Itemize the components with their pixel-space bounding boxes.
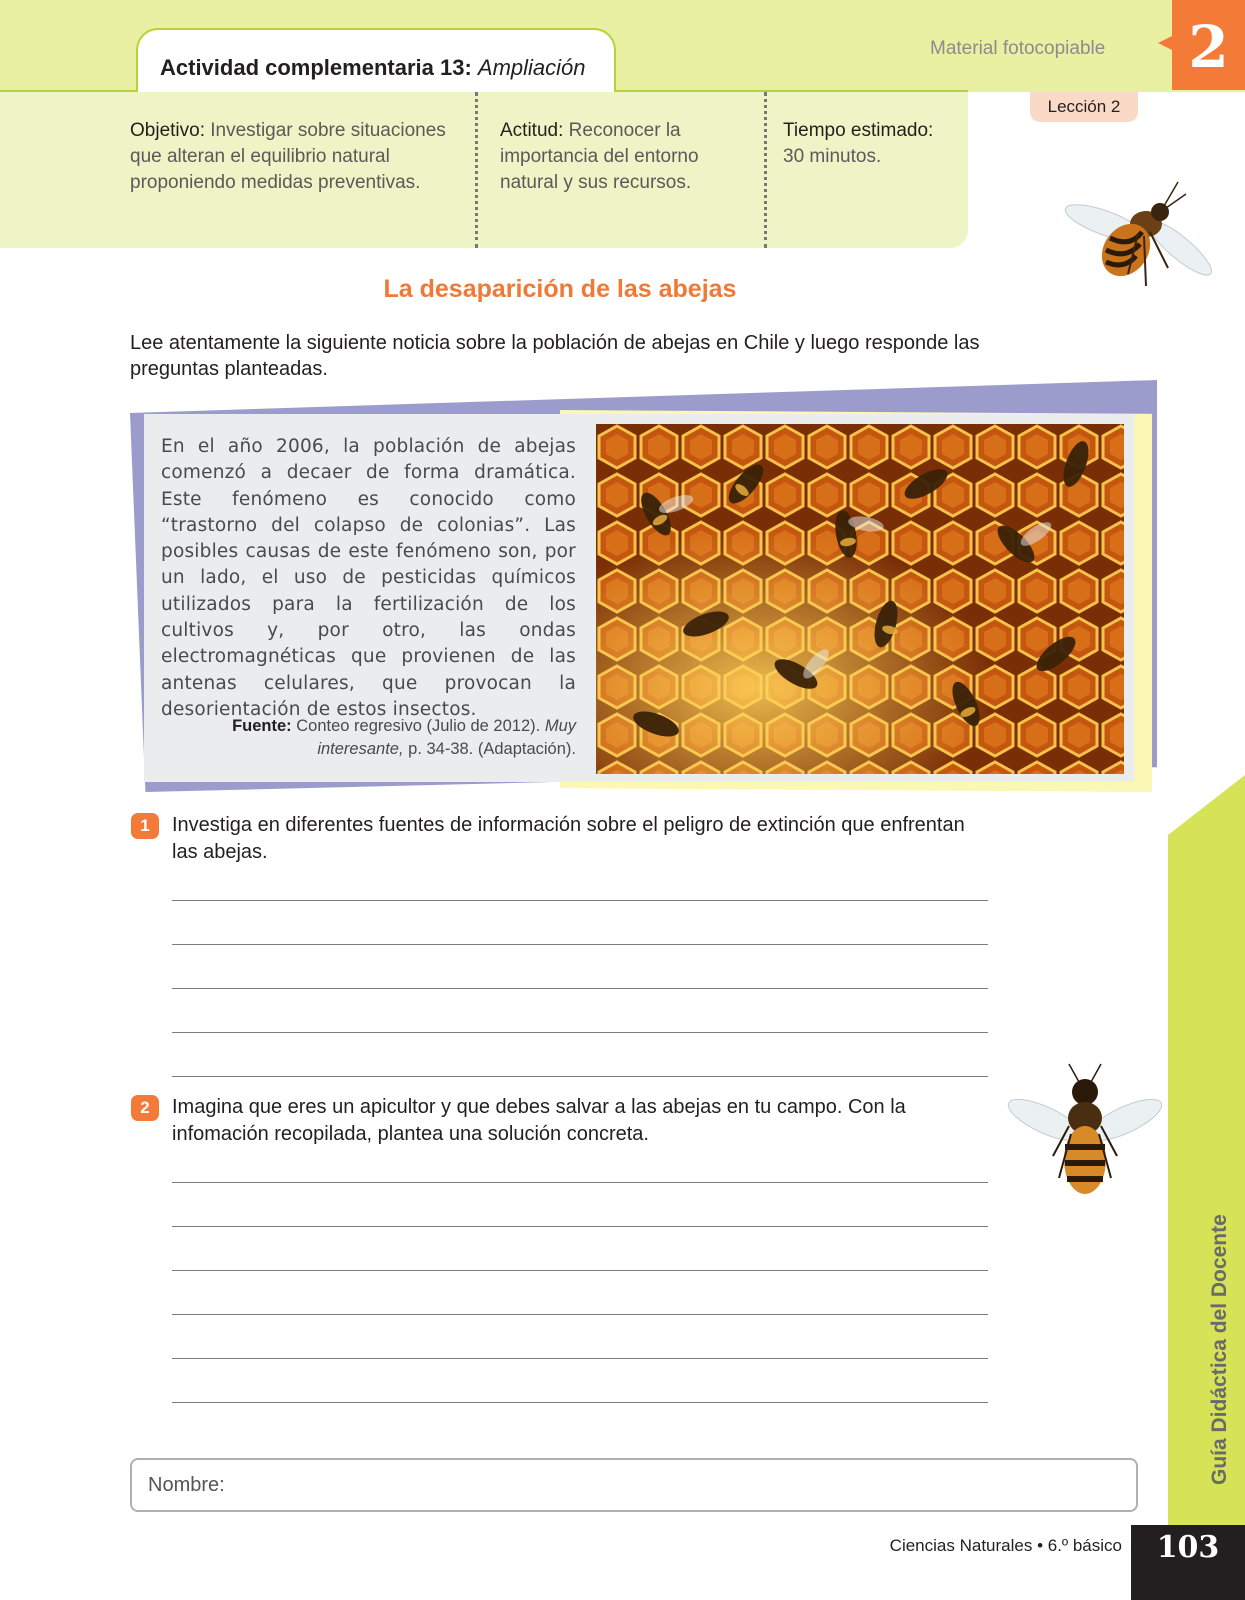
answer-line[interactable] (172, 1032, 988, 1033)
objective-text: Investigar sobre situaciones que alteran el equilibrio natural proponiendo medidas preventivas. (130, 120, 446, 193)
footer-course: Ciencias Naturales • 6.º básico (889, 1536, 1122, 1555)
side-band (1168, 775, 1245, 1525)
question-text: Investiga en diferentes fuentes de información sobre el peligro de extinción que enfrentan las abejas. (172, 814, 965, 863)
question-text: Imagina que eres un apicultor y que debes salvar a las abejas en tu campo. Con la infomación recopilada, plantea una solución concreta. (172, 1096, 906, 1145)
activity-subtitle: Ampliación (477, 55, 586, 80)
time-label: Tiempo estimado: (783, 120, 934, 141)
objective-label: Objetivo: (130, 120, 205, 141)
source-magazine: Muy interesante, (317, 717, 576, 758)
activity-title-label: Actividad complementaria 13: (160, 55, 472, 80)
name-label: Nombre: (148, 1474, 225, 1496)
material-label: Material fotocopiable (930, 38, 1106, 59)
answer-line[interactable] (172, 1076, 988, 1077)
instructions: Lee atentamente la siguiente noticia sobre la población de abejas en Chile y luego responde las preguntas planteadas. (130, 332, 980, 380)
objective-column (130, 118, 460, 196)
source-citation (180, 715, 576, 761)
unit-number: 2 (1188, 13, 1229, 81)
name-field[interactable] (130, 1458, 1138, 1512)
lesson-badge: Lección 2 (1030, 92, 1138, 122)
answer-line[interactable] (172, 1182, 988, 1183)
source-text: Conteo regresivo (Julio de 2012). (296, 717, 541, 735)
answer-line[interactable] (172, 1226, 988, 1227)
page-number: 103 (1156, 1530, 1220, 1565)
answer-line[interactable] (172, 1314, 988, 1315)
column-divider (475, 92, 478, 248)
reading-text: En el año 2006, la población de abejas comenzó a decaer de forma dramática. Este fenómeno es conocido como “trastorno del colapso de colonias”. Las posibles causas de este fenómeno son, por un lado, el uso de pesticidas químicos utilizados para la fertilización de los cultivos y, por otro, las ondas electromagnéticas que provienen de las antenas celulares, que provocan la desorientación de estos insectos. (161, 436, 576, 720)
activity-title (160, 55, 586, 81)
time-text: 30 minutos. (783, 146, 882, 167)
column-divider (764, 92, 767, 248)
side-label: Guía Didáctica del Docente (1208, 1214, 1231, 1485)
source-pages: p. 34-38. (Adaptación). (408, 740, 576, 758)
answer-line[interactable] (172, 988, 988, 989)
answer-line[interactable] (172, 944, 988, 945)
answer-line[interactable] (172, 1402, 988, 1403)
answer-line[interactable] (172, 1270, 988, 1271)
honeycomb-photo (596, 424, 1124, 774)
question-number: 1 (131, 813, 159, 839)
answer-line[interactable] (172, 1358, 988, 1359)
bee-illustration (1005, 1060, 1165, 1220)
answer-line[interactable] (172, 900, 988, 901)
attitude-column (500, 118, 730, 196)
time-column (783, 118, 963, 170)
attitude-text: Reconocer la importancia del entorno natural y sus recursos. (500, 120, 699, 193)
source-label: Fuente: (232, 717, 292, 735)
section-title: La desaparición de las abejas (383, 275, 737, 303)
question-number: 2 (131, 1095, 159, 1121)
attitude-label: Actitud: (500, 120, 564, 141)
